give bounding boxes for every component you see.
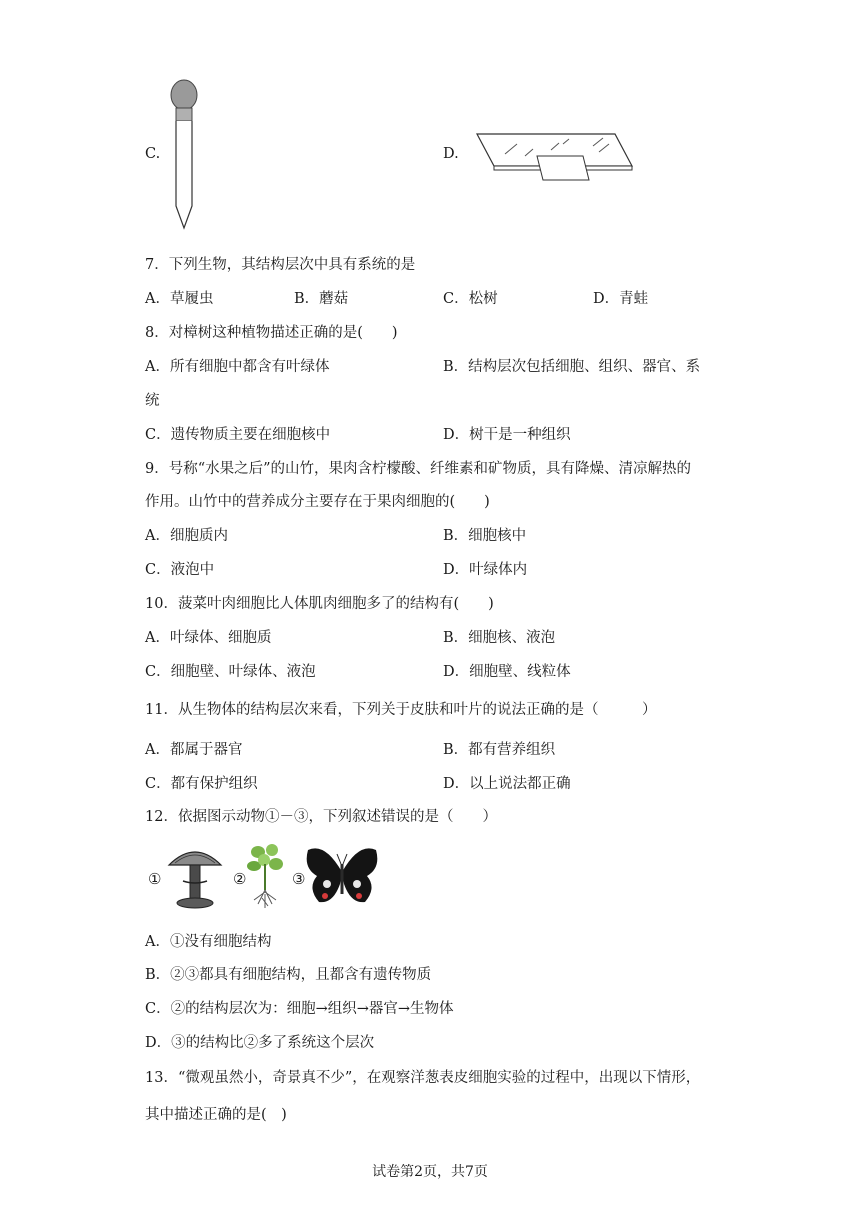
q7-option-c: C．松树 [443,291,498,307]
q12-option-a: A．①没有细胞结构 [145,934,272,950]
q9-option-a: A．细胞质内 [145,528,228,544]
q7-stem: 7．下列生物，其结构层次中具有系统的是 [145,257,416,273]
q10-option-c: C．细胞壁、叶绿体、液泡 [145,664,316,680]
q6-option-d-label: D. [443,146,459,162]
q7-option-b: B．蘑菇 [294,291,349,307]
q12-option-b: B．②③都具有细胞结构，且都含有遗传物质 [145,967,432,983]
q9-option-d: D．叶绿体内 [443,562,528,578]
q11-option-c: C．都有保护组织 [145,776,258,792]
q13-stem: 13．“微观虽然小，奇景真不少”，在观察洋葱表皮细胞实验的过程中，出现以下情形， [145,1070,701,1086]
q12-stem: 12．依据图示动物①－③，下列叙述错误的是（ ） [145,809,497,825]
q12-option-c: C．②的结构层次为：细胞→组织→器官→生物体 [145,1001,454,1017]
q10-option-d: D．细胞壁、线粒体 [443,664,571,680]
q8-option-a: A．所有细胞中都含有叶绿体 [145,359,330,375]
slide-coverslip-icon [475,128,635,184]
q6-option-c-label: C. [145,146,161,162]
q12-label-3: ③ [292,870,306,888]
q11-option-a: A．都属于器官 [145,742,243,758]
q9-stem: 9．号称“水果之后”的山竹，果肉含柠檬酸、纤维素和矿物质，具有降燥、清凉解热的 [145,461,692,477]
q13-stem-cont: 其中描述正确的是( ) [145,1107,287,1123]
q11-stem: 11．从生物体的结构层次来看，下列关于皮肤和叶片的说法正确的是（ ） [145,702,657,718]
q9-stem-cont: 作用。山竹中的营养成分主要存在于果肉细胞的( ) [145,494,490,510]
q9-option-c: C．液泡中 [145,562,215,578]
q10-option-b: B．细胞核、液泡 [443,630,556,646]
q7-option-d: D．青蛙 [593,291,649,307]
butterfly-icon [305,844,379,910]
q8-option-b: B．结构层次包括细胞、组织、器官、系 [443,359,701,375]
q8-option-d: D．树干是一种组织 [443,427,571,443]
q8-option-c: C．遗传物质主要在细胞核中 [145,427,331,443]
page-footer: 试卷第2页，共7页 [372,1164,488,1180]
q12-label-2: ② [233,870,247,888]
q10-stem: 10．菠菜叶肉细胞比人体肌肉细胞多了的结构有( ) [145,596,494,612]
q12-option-d: D．③的结构比②多了系统这个层次 [145,1035,375,1051]
q9-option-b: B．细胞核中 [443,528,527,544]
dropper-icon [168,78,200,230]
q11-option-d: D．以上说法都正确 [443,776,571,792]
plant-seedling-icon [246,842,286,912]
q8-stem: 8．对樟树这种植物描述正确的是( ) [145,325,398,341]
q10-option-a: A．叶绿体、细胞质 [145,630,272,646]
q11-option-b: B．都有营养组织 [443,742,556,758]
mushroom-icon [165,843,225,911]
q7-option-a: A．草履虫 [145,291,214,307]
q12-label-1: ① [148,870,162,888]
q8-option-b-cont: 统 [145,393,160,409]
